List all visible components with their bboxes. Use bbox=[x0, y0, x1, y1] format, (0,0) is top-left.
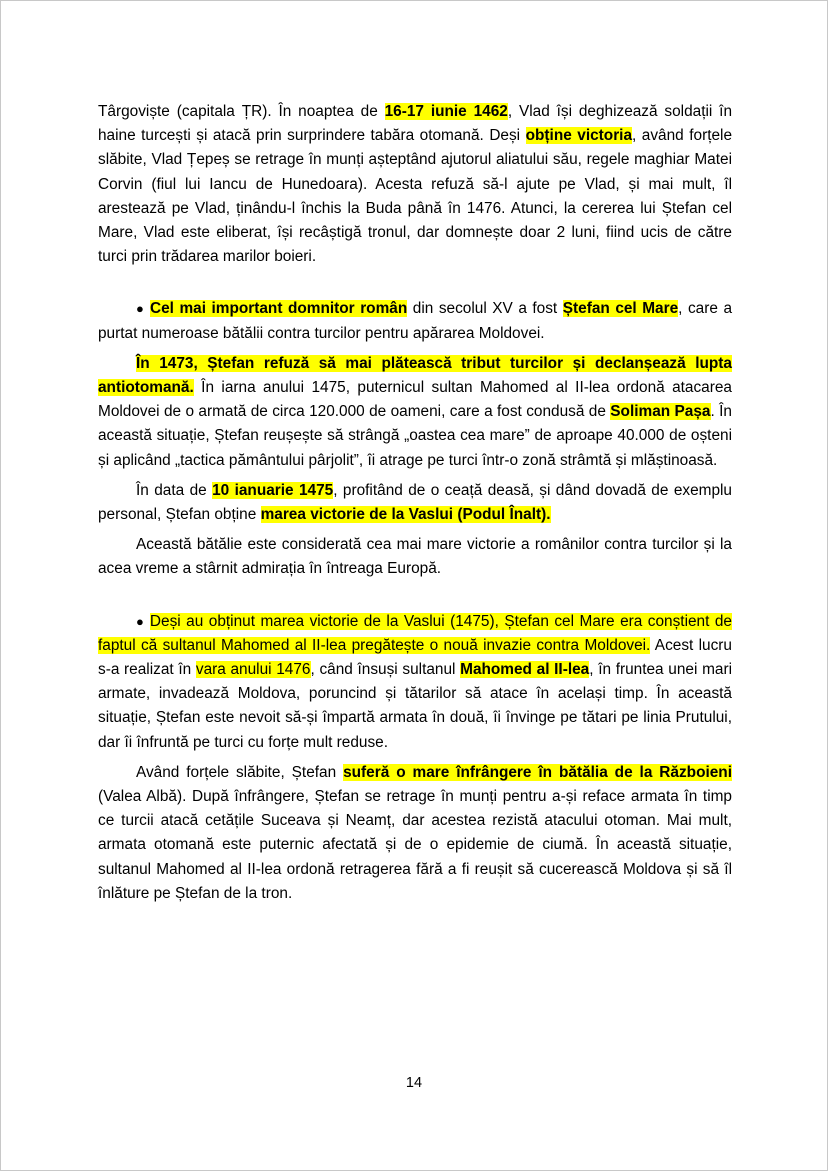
highlighted-text-run: 16-17 iunie 1462 bbox=[384, 103, 508, 120]
bullet-icon: ● bbox=[136, 301, 150, 317]
paragraph bbox=[98, 533, 732, 581]
paragraph bbox=[98, 761, 732, 906]
bullet-paragraph bbox=[98, 297, 732, 345]
document-content bbox=[98, 100, 732, 912]
text-run: Târgoviște (capitala ȚR). În noaptea de bbox=[98, 103, 385, 120]
text-run: În iarna anului 1475, puternicul sultan Mahomed al II-lea ordonă atacarea Moldovei de o armată de circa 120.000 de oameni, care a fost condusă de bbox=[98, 379, 732, 421]
text-run: Acest lucru s-a realizat în bbox=[98, 636, 732, 679]
text-run: din secolul XV a fost bbox=[407, 300, 563, 318]
highlighted-text-run: obține victoria bbox=[525, 127, 633, 145]
text-run: Această bătălie este considerată cea mai mare victorie a românilor contra turcilor și la acea vreme a stârnit admirația în întreaga Europă. bbox=[98, 536, 732, 578]
highlighted-text-run: Mahomed al II-lea bbox=[460, 661, 590, 679]
text-run: În data de bbox=[136, 481, 213, 499]
text-run: , având forțele slăbite, Vlad Țepeș se retrage în munți așteptând ajutorul aliatului său, regele maghiar Matei Corvin (fiul lui Iancu de Hunedoara). Acesta refuză să-l ajute pe Vlad, și mai mult, îl arestează pe Vlad, ținându-l închis la Buda până în 1476. Atunci, la cererea lui Ștefan cel Mare, Vlad este eliberat, își recâștigă tronul, dar domnește doar 2 luni, fiind ucis de către turci prin trădarea marilor boieri. bbox=[98, 127, 733, 266]
text-run: Având forțele slăbite, Ștefan bbox=[136, 763, 344, 781]
paragraph bbox=[98, 479, 732, 527]
text-run: , profitând de o ceață deasă, și dând dovadă de exemplu personal, Ștefan obține bbox=[98, 481, 732, 524]
highlighted-text-run: Cel mai important domnitor român bbox=[149, 300, 408, 318]
text-run: , care a purtat numeroase bătălii contra turcilor pentru apărarea Moldovei. bbox=[98, 300, 733, 342]
text-run: , Vlad își deghizează soldații în haine turcești și atacă prin surprindere tabăra otomană. Deși bbox=[98, 103, 732, 145]
text-run: . În această situație, Ștefan reușește să strângă „oastea cea mare” de aproape 40.000 de oșteni și aplicând „tactica pământului pârjolit”, îi atrage pe turci într-o zonă strâmtă și mlăștinoasă. bbox=[98, 403, 732, 469]
text-run: (Valea Albă). După înfrângere, Ștefan se retrage în munți pentru a-și reface armata în timp ce turcii atacă cetățile Suceava și Neamț, dar acestea rezistă atacului otoman. Mai mult, armata otomană este puternic afectată și de o epidemie de ciumă. În această situație, sultanul Mahomed al II-lea ordonă retragerea fără a fi reușit să cucerească Moldova și să îl înlăture pe Ștefan de la tron. bbox=[98, 788, 732, 902]
page-number: 14 bbox=[405, 1075, 423, 1091]
paragraph bbox=[98, 352, 732, 473]
highlighted-text-run: În 1473, Ștefan refuză să mai plătească tribut turcilor și declanșează lupta antiotomană. bbox=[98, 354, 732, 397]
text-run: , în fruntea unei mari armate, invadează Moldova, poruncind și tătarilor să atace în același timp. În această situație, Ștefan este nevoit să-și împartă armata în două, îi învinge pe tătari pe linia Prutului, dar îi înfruntă pe turci cu forțe mult reduse. bbox=[98, 661, 733, 751]
text-run: , când însuși sultanul bbox=[310, 661, 461, 679]
bullet-icon: ● bbox=[136, 613, 150, 629]
highlighted-text-run: vara anului 1476 bbox=[195, 661, 311, 679]
bullet-paragraph bbox=[98, 610, 732, 755]
highlighted-text-run: Deși au obținut marea victorie de la Vaslui (1475), Ștefan cel Mare era conștient de faptul că sultanul Mahomed al II-lea pregătește o nouă invazie contra Moldovei. bbox=[98, 612, 732, 654]
paragraph bbox=[98, 100, 732, 269]
highlighted-text-run: suferă o mare înfrângere în bătălia de la Războieni bbox=[343, 763, 732, 781]
highlighted-text-run: marea victorie de la Vaslui (Podul Înalt). bbox=[260, 506, 551, 524]
highlighted-text-run: Ștefan cel Mare bbox=[562, 300, 679, 318]
highlighted-text-run: 10 ianuarie 1475 bbox=[212, 481, 334, 499]
highlighted-text-run: Soliman Pașa bbox=[610, 403, 711, 421]
